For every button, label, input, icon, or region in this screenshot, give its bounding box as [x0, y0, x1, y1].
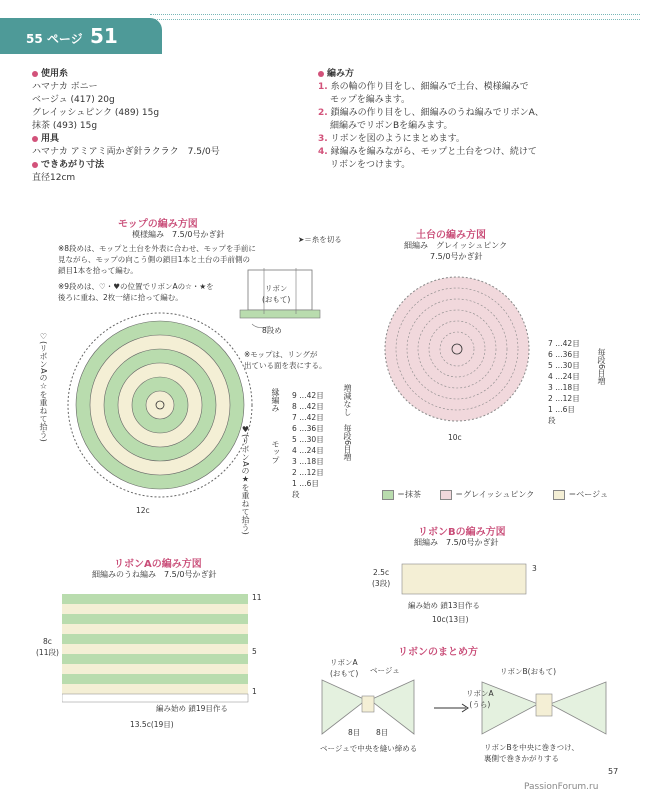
yarn-line: ベージュ (417) 20g — [32, 95, 115, 105]
assembly-ribbonA-back: リボンA (うら) — [466, 689, 494, 709]
assembly-beige-label: ベージュ — [370, 666, 400, 675]
color-legend — [382, 482, 608, 501]
base-increase-label: 毎段6目増 — [597, 348, 606, 386]
right-ribbon-position-label: ♥(リボンAの★を重ねて拾う) — [241, 425, 250, 535]
mop-subtitle: 模様編み 7.5/0号かぎ針 — [132, 230, 225, 239]
mop-increase-label: 毎段6目増 — [343, 424, 352, 462]
bullet-icon — [318, 71, 324, 77]
mop-note-1: ※8段めは、モップと土台を外表に合わせ、モップを手前に 見ながら、モップの向こう側の鎖目1本と土台の手前側の 鎖目1本を拾って編む。 — [58, 244, 256, 275]
cut-legend: ➤＝糸を切る — [298, 235, 342, 244]
watermark: PassionForum.ru — [524, 782, 599, 792]
ribbonB-chart — [400, 562, 532, 598]
ribbonA-title: リボンAの編み方図 — [114, 559, 202, 570]
ribbonB-title: リボンBの編み方図 — [418, 527, 506, 538]
header-rule — [150, 14, 640, 20]
method-step: 3. リボンを図のようにまとめます。 — [318, 134, 465, 144]
ribbonA-row-top: 11 — [252, 593, 262, 602]
yarn-heading: 使用糸 — [32, 68, 220, 81]
method-step: 2. 鎖編みの作り目をし、細編みのうね編みでリボンA、 — [318, 108, 544, 118]
assembly-eight-1: 8目 — [348, 728, 361, 737]
tools-heading: 用具 — [32, 133, 220, 146]
tools-line: ハマナカ アミアミ両かぎ針ラクラク 7.5/0号 — [32, 147, 220, 157]
cut-arrow-icon: ➤ — [298, 235, 305, 244]
mop-chart — [60, 305, 260, 505]
no-change-label: 増減なし — [343, 384, 352, 416]
ribbonB-height: 2.5c (3段) — [372, 568, 391, 588]
page-label: 55 ページ — [26, 32, 83, 46]
method-step-cont: リボンをつけます。 — [330, 160, 411, 170]
method-step: 1. 糸の輪の作り目をし、細編みで土台、模様編みで — [318, 82, 529, 92]
ribbonB-row3: 3 — [532, 564, 537, 573]
yarn-line: グレイッシュピンク (489) 15g — [32, 108, 160, 118]
page-tab — [0, 18, 162, 54]
ribbonA-row-one: 1 — [252, 687, 257, 696]
method-step-cont: モップを編みます。 — [330, 95, 411, 105]
base-subtitle: 細編み グレイッシュピンク — [404, 241, 508, 250]
size-heading: できあがり寸法 — [32, 159, 220, 172]
base-subtitle-2: 7.5/0号かぎ針 — [430, 252, 483, 261]
ribbonA-subtitle: 細編みのうね編み 7.5/0号かぎ針 — [92, 570, 217, 579]
method-step-cont: 細編みでリボンBを編みます。 — [330, 121, 453, 131]
assembly-caption-1: ベージュで中央を縫い締める — [320, 744, 418, 753]
method-section — [318, 68, 544, 172]
mop-section-label: モップ — [271, 440, 280, 464]
size-line: 直径12cm — [32, 173, 76, 183]
ribbonA-start: 編み始め 鎖19目作る — [156, 704, 228, 713]
ribbonB-width: 10c(13目) — [432, 615, 469, 624]
footer-page-number: 57 — [608, 767, 619, 776]
mop-note-2: ※9段めは、♡・♥の位置でリボンAの☆・★を 後ろに重ね、2枚一緒に拾って編む。 — [58, 282, 214, 302]
assembly-ribbonA-label: リボンA (おもて) — [330, 658, 359, 678]
row8-label: 8段め — [262, 326, 282, 335]
ribbonA-height: 8c (11段) — [36, 637, 59, 657]
base-row-counts: 7 …42目 6 …36目 5 …30目 4 …24目 3 …18目 2 …12目 1 …6目 段 — [548, 339, 580, 425]
assembly-title: リボンのまとめ方 — [398, 647, 478, 658]
yarn-line: ハマナカ ボニー — [32, 82, 98, 92]
mop-title: モップの編み方図 — [118, 219, 198, 230]
ribbonB-subtitle: 細編み 7.5/0号かぎ針 — [414, 538, 499, 547]
ring-note: ※モップは、リングが 出ている面を表にする。 — [244, 350, 327, 370]
yarn-line: 抹茶 (493) 15g — [32, 121, 98, 131]
ribbonA-width: 13.5c(19目) — [130, 720, 174, 729]
assembly-eight-2: 8目 — [376, 728, 389, 737]
base-chart — [382, 274, 532, 424]
materials-section — [32, 68, 220, 185]
base-width: 10c — [448, 433, 462, 442]
bullet-icon — [32, 71, 38, 77]
assembly-ribbonB-label: リボンB(おもて) — [500, 667, 556, 676]
assembly-caption-2: リボンBを中央に巻きつけ、 裏側で巻きかがりする — [484, 743, 579, 763]
mop-row-counts: 9 …42目 8 …42目 7 …42目 6 …36目 5 …30目 4 …24目 3 …18目 2 …12目 1 …6目 段 — [292, 391, 324, 499]
edge-section-label: 縁編み — [271, 388, 280, 412]
legend-beige: ＝ベージュ — [553, 490, 608, 499]
ribbonA-chart — [62, 590, 250, 706]
left-ribbon-position-label: ♡(リボンAの☆を重ねて拾う) — [39, 332, 48, 442]
ribbonA-row-mid: 5 — [252, 647, 257, 656]
mop-width: 12c — [136, 506, 150, 515]
method-step: 4. 縁編みを編みながら、モップと土台をつけ、続けて — [318, 147, 537, 157]
legend-pink: ＝グレイッシュピンク — [440, 490, 534, 499]
base-title: 土台の編み方図 — [416, 230, 486, 241]
method-heading: 編み方 — [318, 68, 544, 81]
ribbonB-start: 編み始め 鎖13目作る — [408, 601, 480, 610]
bullet-icon — [32, 136, 38, 142]
legend-matcha: ＝抹茶 — [382, 490, 421, 499]
page-number: 51 — [90, 24, 118, 48]
ribbon-detail-label: リボン (おもて) — [262, 284, 291, 304]
bullet-icon — [32, 162, 38, 168]
